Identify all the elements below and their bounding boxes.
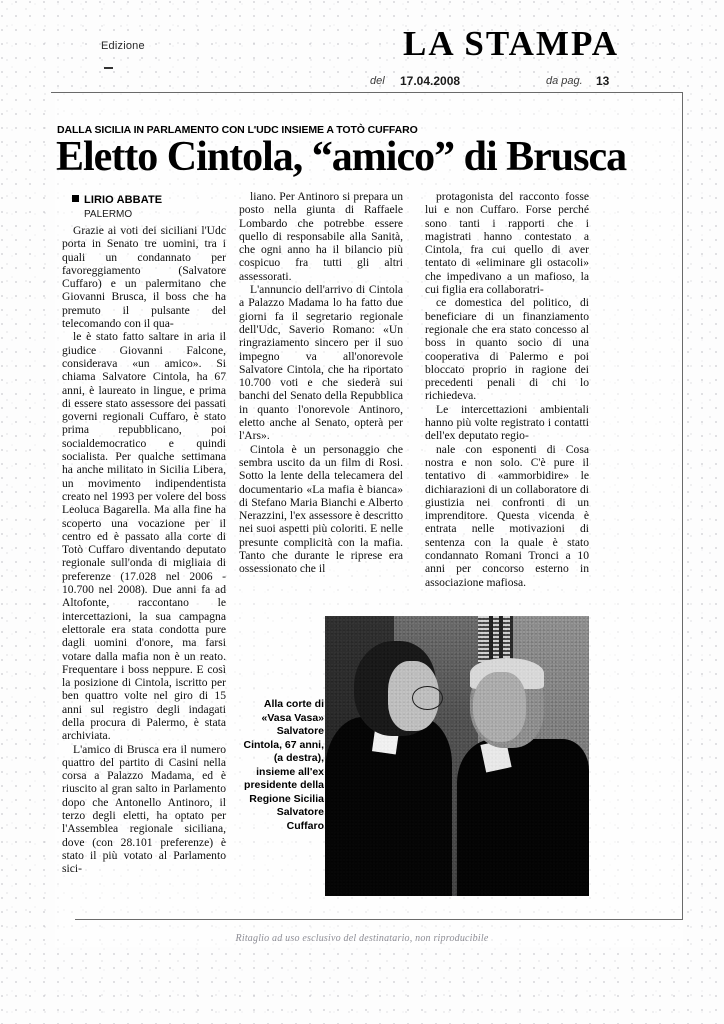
- byline: [72, 190, 222, 220]
- frame-top-rule: [51, 92, 683, 93]
- photo-caption: [240, 698, 324, 833]
- edition-value-dash: [104, 67, 113, 69]
- paragraph: liano. Per Antinoro si prepara un posto nella giunta di Raffaele Lombardo che potrebbe essere quello di responsabile alla Sanità, che ogni anno ha il bilancio più cospicuo fra tutti gli altri assessorati.: [239, 190, 403, 283]
- photo-image: [325, 616, 589, 896]
- paragraph: le è stato fatto saltare in aria il giudice Giovanni Falcone, considerava «un amico». Si chiama Salvatore Cintola, ha 67 anni, è laureato in lingue, e prima di essere stato assessore dei passati governi regionali Cuffaro, è stato prima repubblicano, poi socialdemocratico e quindi socialista. Per qualche settimana ha anche militato in Sicilia Libera, un movimento indipendentista creato nel 1993 per volere del boss Leoluca Bagarella. Ma alla fine ha scoperto una vocazione per il centro ed è passato alla corte di Totò Cuffaro diventando deputato regionale sull'onda di migliaia di preferenze (17.028 nel 2006 - 10.700 nel 2008). Due anni fa ad Altofonte, raccontano le intercettazioni, la sua campagna elettorale era stata condotta pure dagli uomini d'onore, ma farsi votare dalla mafia non è un reato. Frequentare i boss neppure. E così la posizione di Cintola, iscritto per ben quattro volte nel giro di 15 anni sul registro degli indagati della procura di Palermo, è stata archiviata.: [62, 330, 226, 743]
- paragraph: nale con esponenti di Cosa nostra e non solo. C'è pure il tentativo di «ammorbidire» le dichiarazioni di un collaboratore di giustizia nei confronti di un imprenditore. Questa vicenda è entrata nelle motivazioni di sentenza con la quale è stato condannato Romani Tronci a 10 anni per concorso esterno in associazione mafiosa.: [425, 442, 589, 589]
- article-headline: Eletto Cintola, “amico” di Brusca: [56, 134, 627, 180]
- paragraph: L'annuncio dell'arrivo di Cintola a Palazzo Madama lo ha fatto due giorni fa il segretario regionale dell'Udc, Saverio Romano: «Un ringraziamento sincero per il suo impegno va all'onorevole Salvatore Cintola, che ha riportato 10.700 voti e che siederà sui banchi del Senato della Repubblica in quanto l'onorevole Antinoro, eletto anche al Senato, opterà per l'Ars».: [239, 283, 403, 443]
- photo-caption-lead: Alla corte di «Vasa Vasa»: [261, 698, 324, 724]
- date-label: del: [370, 75, 385, 87]
- paragraph: ce domestica del politico, di beneficiare di un finanziamento regionale che era stato concesso al boss in quanto socio di una cooperativa di Palermo e poi bloccato proprio in ragione dei precedenti penali di chi lo richiedeva.: [425, 296, 589, 403]
- bullet-square-icon: [72, 195, 79, 202]
- photo-halftone-grain: [325, 616, 589, 896]
- clipping-footer-notice: Ritaglio ad uso esclusivo del destinatario, non riproducibile: [235, 933, 489, 944]
- date-page-bar: [370, 72, 670, 92]
- byline-city: PALERMO: [84, 209, 133, 220]
- paragraph: Grazie ai voti dei siciliani l'Udc porta in Senato tre uomini, tra i quali un condannato per favoreggiamento (Salvatore Cuffaro) e un palermitano che Giovanni Brusca, il boss che ha premuto il pulsante del telecomando con il qua-: [62, 224, 226, 331]
- article-column-3: [425, 190, 589, 589]
- paragraph: Le intercettazioni ambientali hanno più volte registrato i contatti dell'ex deputato regio-: [425, 402, 589, 443]
- article-column-2: [239, 190, 403, 576]
- page-value: 13: [596, 74, 610, 88]
- edition-label: Edizione: [101, 40, 145, 52]
- article-photo: [325, 616, 589, 896]
- paragraph: protagonista del racconto fosse lui e non Cuffaro. Forse perché sono tanti i rapporti che i magistrati hanno contestato a Cintola, fra cui quello di aver tentato di «eliminare gli ostacoli» che impedivano a un mafioso, la cui figlia era collaboratri-: [425, 190, 589, 297]
- byline-author: LIRIO ABBATE: [84, 194, 163, 206]
- paragraph: L'amico di Brusca era il numero quattro del partito di Casini nella corsa a Palazzo Madama, ed è riuscito al gran salto in Parlamento dopo che Antonello Antinoro, il terzo degli eletti, ha optato per l'Assemblea regionale siciliana, dove (con 28.101 preferenze) è stato il più votato al Parlamento sici-: [62, 742, 226, 876]
- article-column-1: [62, 224, 226, 876]
- frame-right-rule: [682, 92, 683, 920]
- article-kicker: DALLA SICILIA IN PARLAMENTO CON L'UDC INSIEME A TOTÒ CUFFARO: [57, 124, 418, 136]
- masthead-title: LA STAMPA: [402, 24, 620, 63]
- date-value: 17.04.2008: [400, 74, 461, 88]
- frame-bottom-rule: [75, 919, 683, 920]
- page-label: da pag.: [546, 75, 583, 87]
- paragraph: Cintola è un personaggio che sembra uscito da un film di Rosi. Sotto la lente della telecamera del documentario «La mafia è bianca» di Stefano Maria Bianchi e Alberto Nerazzini, l'ex assessore è descritto nei suoi aspetti più coloriti. E nelle presunte complicità con la mafia. Tanto che durante le riprese era ossessionato che il: [239, 442, 404, 576]
- photo-caption-body: Salvatore Cintola, 67 anni, (a destra), insieme all'ex presidente della Regione Sicilia Salvatore Cuffaro: [243, 725, 324, 832]
